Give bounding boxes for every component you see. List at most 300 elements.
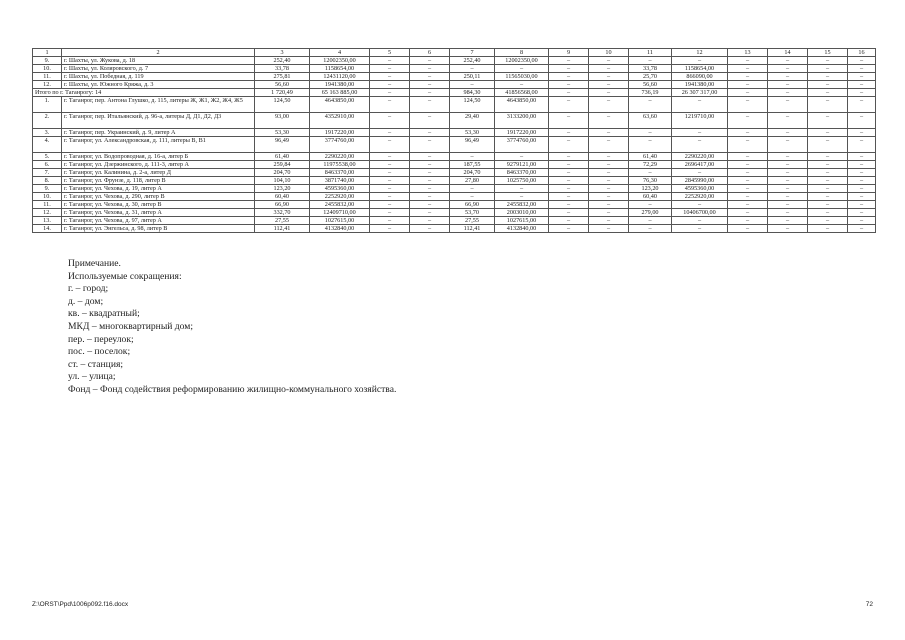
table-cell: – (728, 97, 768, 113)
table-cell: 2696417,00 (672, 161, 728, 169)
table-cell: – (848, 185, 876, 193)
table-cell: 8463370,00 (495, 169, 549, 177)
table-cell: 25,70 (629, 73, 672, 81)
table-cell: 1 720,49 (255, 89, 310, 97)
table-cell: – (728, 57, 768, 65)
table-cell: – (370, 89, 410, 97)
table-cell: – (549, 201, 589, 209)
table-cell: – (370, 137, 410, 153)
table-cell: 63,60 (629, 113, 672, 129)
table-cell: – (672, 137, 728, 153)
table-cell: 12409710,00 (310, 209, 370, 217)
address-cell: г. Шахты, ул. Южного Кряжа, д. 3 (62, 81, 255, 89)
table-cell: – (450, 193, 495, 201)
address-cell: г. Таганрог, ул. Фрунзе, д. 118, литер В (62, 177, 255, 185)
table-cell: 53,70 (450, 209, 495, 217)
note-line: д. – дом; (68, 295, 104, 307)
table-row (33, 97, 876, 113)
table-cell: – (848, 57, 876, 65)
table-cell: 76,30 (629, 177, 672, 185)
table-cell: – (549, 225, 589, 233)
table-cell: – (808, 73, 848, 81)
table-cell: 56,60 (629, 81, 672, 89)
table-cell: 4132840,00 (495, 225, 549, 233)
column-header-cell: 3 (255, 49, 310, 57)
table-cell: – (808, 217, 848, 225)
table-cell: – (589, 81, 629, 89)
address-cell: г. Таганрог, пер. Антона Глушко, д. 115, литеры Ж, Ж1, Ж2, Ж4, Ж5 (62, 97, 255, 113)
table-cell: 61,40 (255, 153, 310, 161)
table-cell: – (768, 113, 808, 129)
table-cell: – (410, 217, 450, 225)
table-cell: – (768, 73, 808, 81)
table-cell: 984,30 (450, 89, 495, 97)
table-cell: – (728, 113, 768, 129)
row-number-cell: 7. (33, 169, 62, 177)
table-cell: – (589, 177, 629, 185)
table-cell: – (629, 169, 672, 177)
table-cell: – (808, 57, 848, 65)
address-cell: г. Таганрог, пер. Украинский, д. 9, литер А (62, 129, 255, 137)
table-cell: – (495, 193, 549, 201)
table-cell: – (848, 177, 876, 185)
table-cell: – (768, 201, 808, 209)
column-header-cell: 1 (33, 49, 62, 57)
table-cell: – (370, 217, 410, 225)
table-cell: 12002350,00 (495, 57, 549, 65)
footer-page-number: 72 (865, 601, 873, 608)
table-cell: – (629, 217, 672, 225)
table-cell: 10406700,00 (672, 209, 728, 217)
table-row (33, 81, 876, 89)
table-cell: – (450, 185, 495, 193)
table-cell: – (410, 65, 450, 73)
table-cell: – (768, 161, 808, 169)
table-cell: – (848, 225, 876, 233)
table-cell: – (549, 113, 589, 129)
note-line: Используемые сокращения: (68, 270, 182, 282)
table-cell: – (495, 81, 549, 89)
table-cell: 123,20 (629, 185, 672, 193)
row-number-cell: 1. (33, 97, 62, 113)
table-cell: 60,40 (255, 193, 310, 201)
table-cell: – (370, 97, 410, 113)
table-cell: – (589, 89, 629, 97)
table-row (33, 185, 876, 193)
column-header-cell: 16 (848, 49, 876, 57)
column-header-cell: 12 (672, 49, 728, 57)
table-cell: – (629, 57, 672, 65)
address-cell: г. Шахты, ул. Жукова, д. 18 (62, 57, 255, 65)
table-cell: 2252920,00 (672, 193, 728, 201)
table-cell: – (728, 177, 768, 185)
table-cell: – (768, 185, 808, 193)
table-body (33, 49, 876, 233)
table-cell: – (410, 129, 450, 137)
table-cell: – (672, 169, 728, 177)
table-cell: – (410, 161, 450, 169)
table-cell: 26 307 317,00 (672, 89, 728, 97)
table-cell: – (589, 209, 629, 217)
address-cell: г. Таганрог, ул. Водопроводная, д. 16-а, литер Б (62, 153, 255, 161)
table-cell: – (549, 185, 589, 193)
table-cell: – (410, 57, 450, 65)
table-cell: – (410, 137, 450, 153)
table-cell: – (728, 225, 768, 233)
table-cell: 4352910,00 (310, 113, 370, 129)
table-cell: 1158654,00 (310, 65, 370, 73)
table-cell: – (848, 209, 876, 217)
table-cell: 60,40 (629, 193, 672, 201)
table-row (33, 73, 876, 81)
table-cell: – (549, 73, 589, 81)
footer-file-path: Z:\ORST\Ppd\1006p092.f16.docx (32, 601, 129, 608)
row-number-cell: 12. (33, 81, 62, 89)
row-number-cell: 6. (33, 161, 62, 169)
table-cell: 2003010,00 (495, 209, 549, 217)
table-cell: – (495, 185, 549, 193)
table-cell: 11565030,00 (495, 73, 549, 81)
table-cell: – (848, 73, 876, 81)
table-cell: – (410, 73, 450, 81)
table-cell: – (589, 161, 629, 169)
table-cell: – (808, 201, 848, 209)
table-cell: 96,49 (450, 137, 495, 153)
table-cell: – (589, 129, 629, 137)
row-number-cell: 10. (33, 65, 62, 73)
table-cell: – (410, 81, 450, 89)
table-cell: – (672, 97, 728, 113)
table-cell: – (728, 73, 768, 81)
address-cell: г. Таганрог, ул. Чехова, д. 19, литер А (62, 185, 255, 193)
table-cell: – (808, 137, 848, 153)
table-cell: 1027615,00 (310, 217, 370, 225)
table-cell: – (848, 97, 876, 113)
table-cell: – (589, 201, 629, 209)
table-cell: – (549, 169, 589, 177)
table-header-row (33, 49, 876, 57)
table-cell: – (410, 201, 450, 209)
table-cell: – (549, 89, 589, 97)
table-cell: 9279121,00 (495, 161, 549, 169)
table-cell: – (629, 97, 672, 113)
table-row (33, 169, 876, 177)
row-number-cell: 12. (33, 209, 62, 217)
table-cell: – (549, 153, 589, 161)
column-header-cell: 4 (310, 49, 370, 57)
table-cell: 1158654,00 (672, 65, 728, 73)
column-header-cell: 15 (808, 49, 848, 57)
table-row (33, 57, 876, 65)
table-cell: 736,19 (629, 89, 672, 97)
table-cell: 65 163 885,00 (310, 89, 370, 97)
table-cell: – (410, 169, 450, 177)
table-cell: 3774760,00 (310, 137, 370, 153)
table-row (33, 161, 876, 169)
table-cell: 41856568,00 (495, 89, 549, 97)
table-cell: – (808, 185, 848, 193)
row-number-cell: 4. (33, 137, 62, 153)
table-cell: 3871740,00 (310, 177, 370, 185)
table-row (33, 137, 876, 153)
row-number-cell: 9. (33, 57, 62, 65)
table-row (33, 113, 876, 129)
table-cell: – (848, 65, 876, 73)
table-cell: – (808, 177, 848, 185)
table-cell: – (450, 153, 495, 161)
column-header-cell: 10 (589, 49, 629, 57)
row-number-cell: 11. (33, 73, 62, 81)
table-cell: 1917220,00 (495, 129, 549, 137)
table-cell: 29,40 (450, 113, 495, 129)
table-cell: – (728, 169, 768, 177)
table-cell: – (370, 193, 410, 201)
table-cell: 332,70 (255, 209, 310, 217)
note-line: ул. – улица; (68, 371, 116, 383)
note-line: Фонд – Фонд содействия реформированию жилищно-коммунального хозяйства. (68, 383, 397, 395)
table-cell: – (589, 97, 629, 113)
note-line: пер. – переулок; (68, 333, 134, 345)
table-cell: – (808, 129, 848, 137)
table-cell: – (629, 225, 672, 233)
table-cell: – (370, 225, 410, 233)
notes-section (68, 258, 668, 397)
table-cell: – (768, 129, 808, 137)
table-cell: – (728, 185, 768, 193)
table-cell: – (410, 225, 450, 233)
table-cell: – (589, 217, 629, 225)
table-cell: 1025750,00 (495, 177, 549, 185)
table-cell: – (728, 153, 768, 161)
table-cell: 204,70 (450, 169, 495, 177)
column-header-cell: 6 (410, 49, 450, 57)
note-line: пос. – поселок; (68, 346, 131, 358)
address-cell: г. Таганрог, ул. Калинина, д. 2-а, литер Д (62, 169, 255, 177)
table-cell: 93,00 (255, 113, 310, 129)
table-cell: – (808, 89, 848, 97)
table-cell: – (768, 81, 808, 89)
note-line: г. – город; (68, 283, 109, 295)
table-cell: 33,78 (255, 65, 310, 73)
table-cell: – (549, 161, 589, 169)
table-cell: 4132840,00 (310, 225, 370, 233)
table-cell: – (728, 217, 768, 225)
table-cell: – (589, 185, 629, 193)
column-header-cell: 13 (728, 49, 768, 57)
note-line: ст. – станция; (68, 358, 124, 370)
table-cell: 2455832,00 (310, 201, 370, 209)
table-cell: – (848, 89, 876, 97)
table-cell: 12002350,00 (310, 57, 370, 65)
table-cell: – (370, 185, 410, 193)
table-cell: 252,40 (255, 57, 310, 65)
table-cell: – (672, 225, 728, 233)
table-cell: – (410, 193, 450, 201)
table-cell: – (589, 113, 629, 129)
table-cell: – (589, 65, 629, 73)
table-cell: – (589, 57, 629, 65)
table-cell: – (808, 209, 848, 217)
table-cell: – (410, 97, 450, 113)
table-cell: – (808, 169, 848, 177)
table-cell: 12431120,00 (310, 73, 370, 81)
table-cell: – (672, 129, 728, 137)
table-cell: 4595360,00 (310, 185, 370, 193)
table-cell: – (768, 153, 808, 161)
note-line: кв. – квадратный; (68, 308, 140, 320)
table-cell: 27,55 (450, 217, 495, 225)
table-cell: – (672, 57, 728, 65)
table-cell: – (728, 81, 768, 89)
table-cell: – (728, 65, 768, 73)
table-cell: – (549, 217, 589, 225)
table-cell: – (808, 161, 848, 169)
table-cell: – (549, 129, 589, 137)
row-number-cell: 8. (33, 177, 62, 185)
table-cell: – (728, 201, 768, 209)
row-number-cell: 11. (33, 201, 62, 209)
table-cell: – (370, 73, 410, 81)
table-cell: – (728, 89, 768, 97)
table-cell: – (589, 225, 629, 233)
table-cell: 252,40 (450, 57, 495, 65)
table-cell: – (808, 193, 848, 201)
table-cell: 4643850,00 (310, 97, 370, 113)
table-cell: – (370, 113, 410, 129)
table-cell: – (589, 137, 629, 153)
address-cell: г. Таганрог, ул. Чехова, д. 31, литер А (62, 209, 255, 217)
table-cell: 112,41 (450, 225, 495, 233)
table-cell: 187,55 (450, 161, 495, 169)
table-cell: – (848, 161, 876, 169)
table-cell: 53,30 (450, 129, 495, 137)
table-cell: 259,84 (255, 161, 310, 169)
column-header-cell: 2 (62, 49, 255, 57)
table-cell: – (549, 177, 589, 185)
table-cell: 104,10 (255, 177, 310, 185)
row-number-cell: 3. (33, 129, 62, 137)
table-cell: 1941380,00 (310, 81, 370, 89)
table-cell: – (808, 81, 848, 89)
table-cell: 1027615,00 (495, 217, 549, 225)
table-cell: 124,50 (450, 97, 495, 113)
column-header-cell: 8 (495, 49, 549, 57)
table-cell: 66,90 (255, 201, 310, 209)
table-cell: 3133200,00 (495, 113, 549, 129)
table-cell: – (768, 65, 808, 73)
table-row (33, 217, 876, 225)
table-cell: 275,81 (255, 73, 310, 81)
table-cell: 33,78 (629, 65, 672, 73)
table-row (33, 209, 876, 217)
table-cell: – (848, 217, 876, 225)
table-cell: – (370, 177, 410, 185)
table-cell: 2252920,00 (310, 193, 370, 201)
table-cell: – (848, 193, 876, 201)
table-cell: – (848, 169, 876, 177)
table-cell: 2290220,00 (310, 153, 370, 161)
table-cell: – (672, 201, 728, 209)
table-cell: – (410, 209, 450, 217)
table-cell: – (768, 57, 808, 65)
table-cell: 3774760,00 (495, 137, 549, 153)
table-cell: – (728, 137, 768, 153)
total-label-cell: Итого по г. Таганрогу: 14 (33, 89, 255, 97)
table-cell: – (370, 169, 410, 177)
table-cell: – (848, 137, 876, 153)
row-number-cell: 9. (33, 185, 62, 193)
table-cell: 1917220,00 (310, 129, 370, 137)
table-cell: – (768, 225, 808, 233)
table-cell: 279,00 (629, 209, 672, 217)
column-header-cell: 7 (450, 49, 495, 57)
table-cell: – (549, 65, 589, 73)
table-row (33, 225, 876, 233)
table-cell: – (768, 137, 808, 153)
table-cell: – (848, 81, 876, 89)
row-number-cell: 10. (33, 193, 62, 201)
table-cell: – (808, 65, 848, 73)
table-cell: – (728, 161, 768, 169)
housing-fund-table (32, 48, 876, 233)
table-cell: – (768, 209, 808, 217)
table-cell: – (370, 209, 410, 217)
table-cell: 56,60 (255, 81, 310, 89)
address-cell: г. Шахты, ул. Коляровского, д. 7 (62, 65, 255, 73)
table-cell: – (495, 153, 549, 161)
table-cell: 4595360,00 (672, 185, 728, 193)
notes-heading: Примечание. (68, 258, 121, 269)
table-row (33, 201, 876, 209)
table-cell: – (629, 201, 672, 209)
table-cell: – (410, 185, 450, 193)
table-cell: – (589, 73, 629, 81)
table-cell: – (629, 129, 672, 137)
table-cell: – (808, 113, 848, 129)
table-cell: 61,40 (629, 153, 672, 161)
table-cell: – (549, 193, 589, 201)
table-cell: – (370, 201, 410, 209)
table-row (33, 65, 876, 73)
table-cell: – (848, 113, 876, 129)
table-total-row (33, 89, 876, 97)
table-cell: 4643850,00 (495, 97, 549, 113)
row-number-cell: 2. (33, 113, 62, 129)
table-cell: – (768, 177, 808, 185)
note-line: МКД – многоквартирный дом; (68, 320, 194, 332)
table-cell: 250,11 (450, 73, 495, 81)
table-cell: 53,30 (255, 129, 310, 137)
table-cell: – (808, 97, 848, 113)
table-cell: 8463370,00 (310, 169, 370, 177)
table-cell: 27,55 (255, 217, 310, 225)
table-cell: 112,41 (255, 225, 310, 233)
column-header-cell: 14 (768, 49, 808, 57)
column-header-cell: 11 (629, 49, 672, 57)
table-cell: – (410, 153, 450, 161)
table-cell: – (549, 57, 589, 65)
column-header-cell: 5 (370, 49, 410, 57)
table-cell: – (768, 217, 808, 225)
table-cell: – (370, 129, 410, 137)
table-row (33, 193, 876, 201)
row-number-cell: 13. (33, 217, 62, 225)
table-cell: – (589, 153, 629, 161)
table-cell: 11975538,00 (310, 161, 370, 169)
address-cell: г. Таганрог, ул. Александровская, д. 111, литеры В, В1 (62, 137, 255, 153)
table-cell: – (410, 113, 450, 129)
table-cell: – (370, 153, 410, 161)
